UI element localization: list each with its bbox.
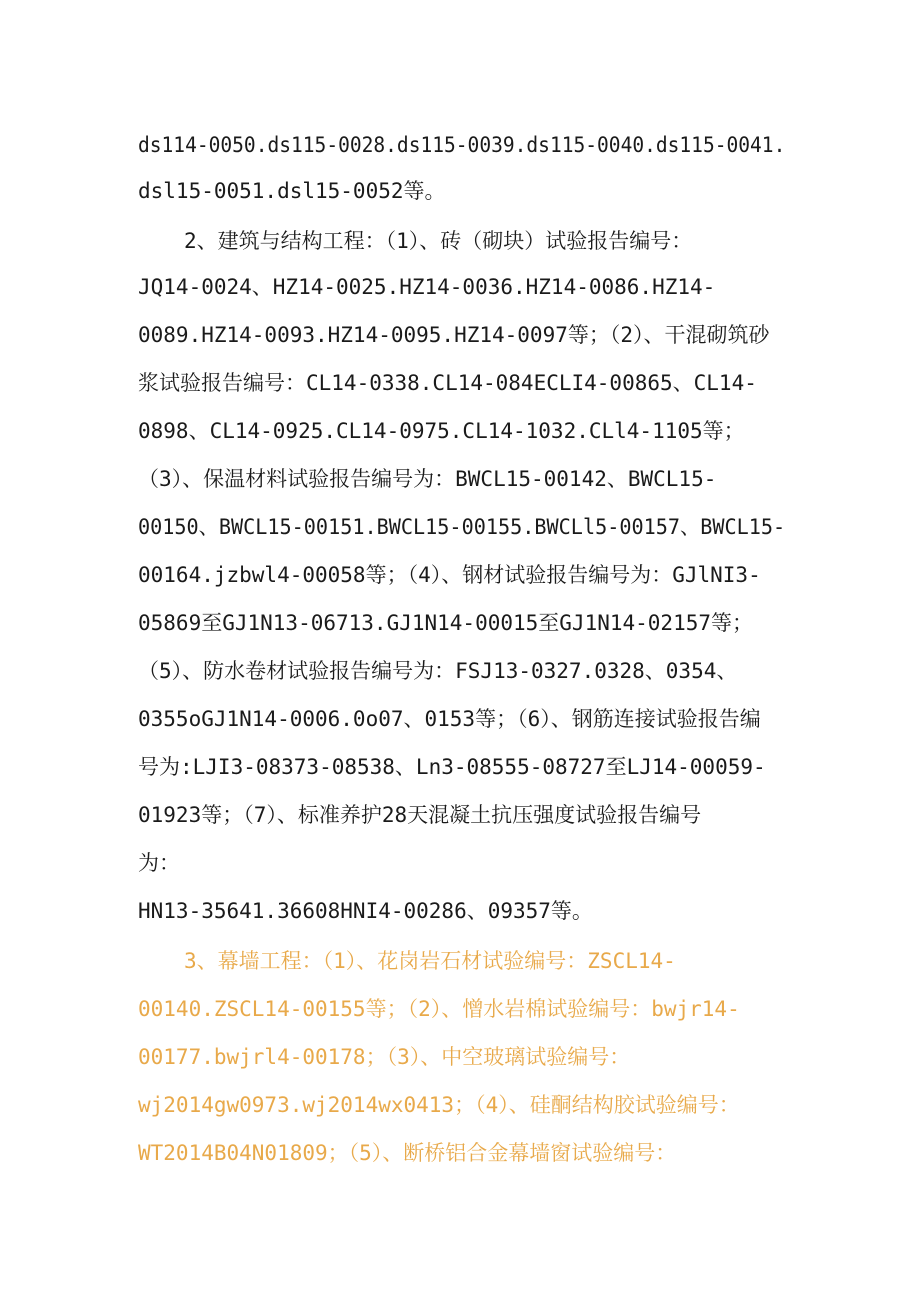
text-line: WT2014B04N01809；（5）、断桥铝合金幕墙窗试验编号： (138, 1141, 677, 1165)
text-line: 为： (138, 851, 180, 875)
text-line: 01923等；（7）、标准养护28天混凝土抗压强度试验报告编号 (138, 803, 702, 827)
text-line: 0089.HZ14-0093.HZ14-0095.HZ14-0097等；（2）、干混砌筑砂 (138, 323, 770, 347)
text-line: 00177.bwjrl4-00178；（3）、中空玻璃试验编号： (138, 1045, 631, 1069)
text-line: 号为:LJI3-08373-08538、Ln3-08555-08727至LJ14-00059- (138, 755, 766, 779)
text-line: JQ14-0024、HZ14-0025.HZ14-0036.HZ14-0086.HZ14- (138, 275, 716, 299)
text-line: 00164.jzbwl4-00058等；（4）、钢材试验报告编号为：GJlNI3- (138, 563, 761, 587)
text-line: 00140.ZSCL14-00155等；（2）、憎水岩棉试验编号：bwjr14- (138, 997, 740, 1021)
text-line: HN13-35641.36608HNI4-00286、09357等。 (138, 899, 593, 923)
text-line: （5）、防水卷材试验报告编号为：FSJ13-0327.0328、0354、 (138, 659, 738, 683)
section-heading-line: 3、幕墙工程：（1）、花岗岩石材试验编号：ZSCL14- (184, 949, 676, 973)
text-line: 0355oGJ1N14-0006.0o07、0153等；（6）、钢筋连接试验报告编 (138, 707, 761, 731)
text-line: 05869至GJ1N13-06713.GJ1N14-00015至GJ1N14-02157等； (138, 611, 754, 635)
text-line: 00150、BWCL15-00151.BWCL15-00155.BWCLl5-00157、BWCL15- (138, 515, 786, 539)
text-line: 0898、CL14-0925.CL14-0975.CL14-1032.CLl4-1105等； (138, 419, 745, 443)
text-line: ds114-0050.ds115-0028.ds115-0039.ds115-0040.ds115-0041. (138, 133, 786, 157)
text-line: wj2014gw0973.wj2014wx0413；（4）、硅酮结构胶试验编号： (138, 1093, 740, 1117)
text-line: dsl15-0051.dsl15-0052等。 (138, 179, 446, 203)
section-heading-line: 2、建筑与结构工程：（1）、砖（砌块）试验报告编号： (184, 229, 693, 253)
text-line: （3）、保温材料试验报告编号为：BWCL15-00142、BWCL15- (138, 467, 717, 491)
text-line: 浆试验报告编号：CL14-0338.CL14-084ECLI4-00865、CL14- (138, 371, 757, 395)
